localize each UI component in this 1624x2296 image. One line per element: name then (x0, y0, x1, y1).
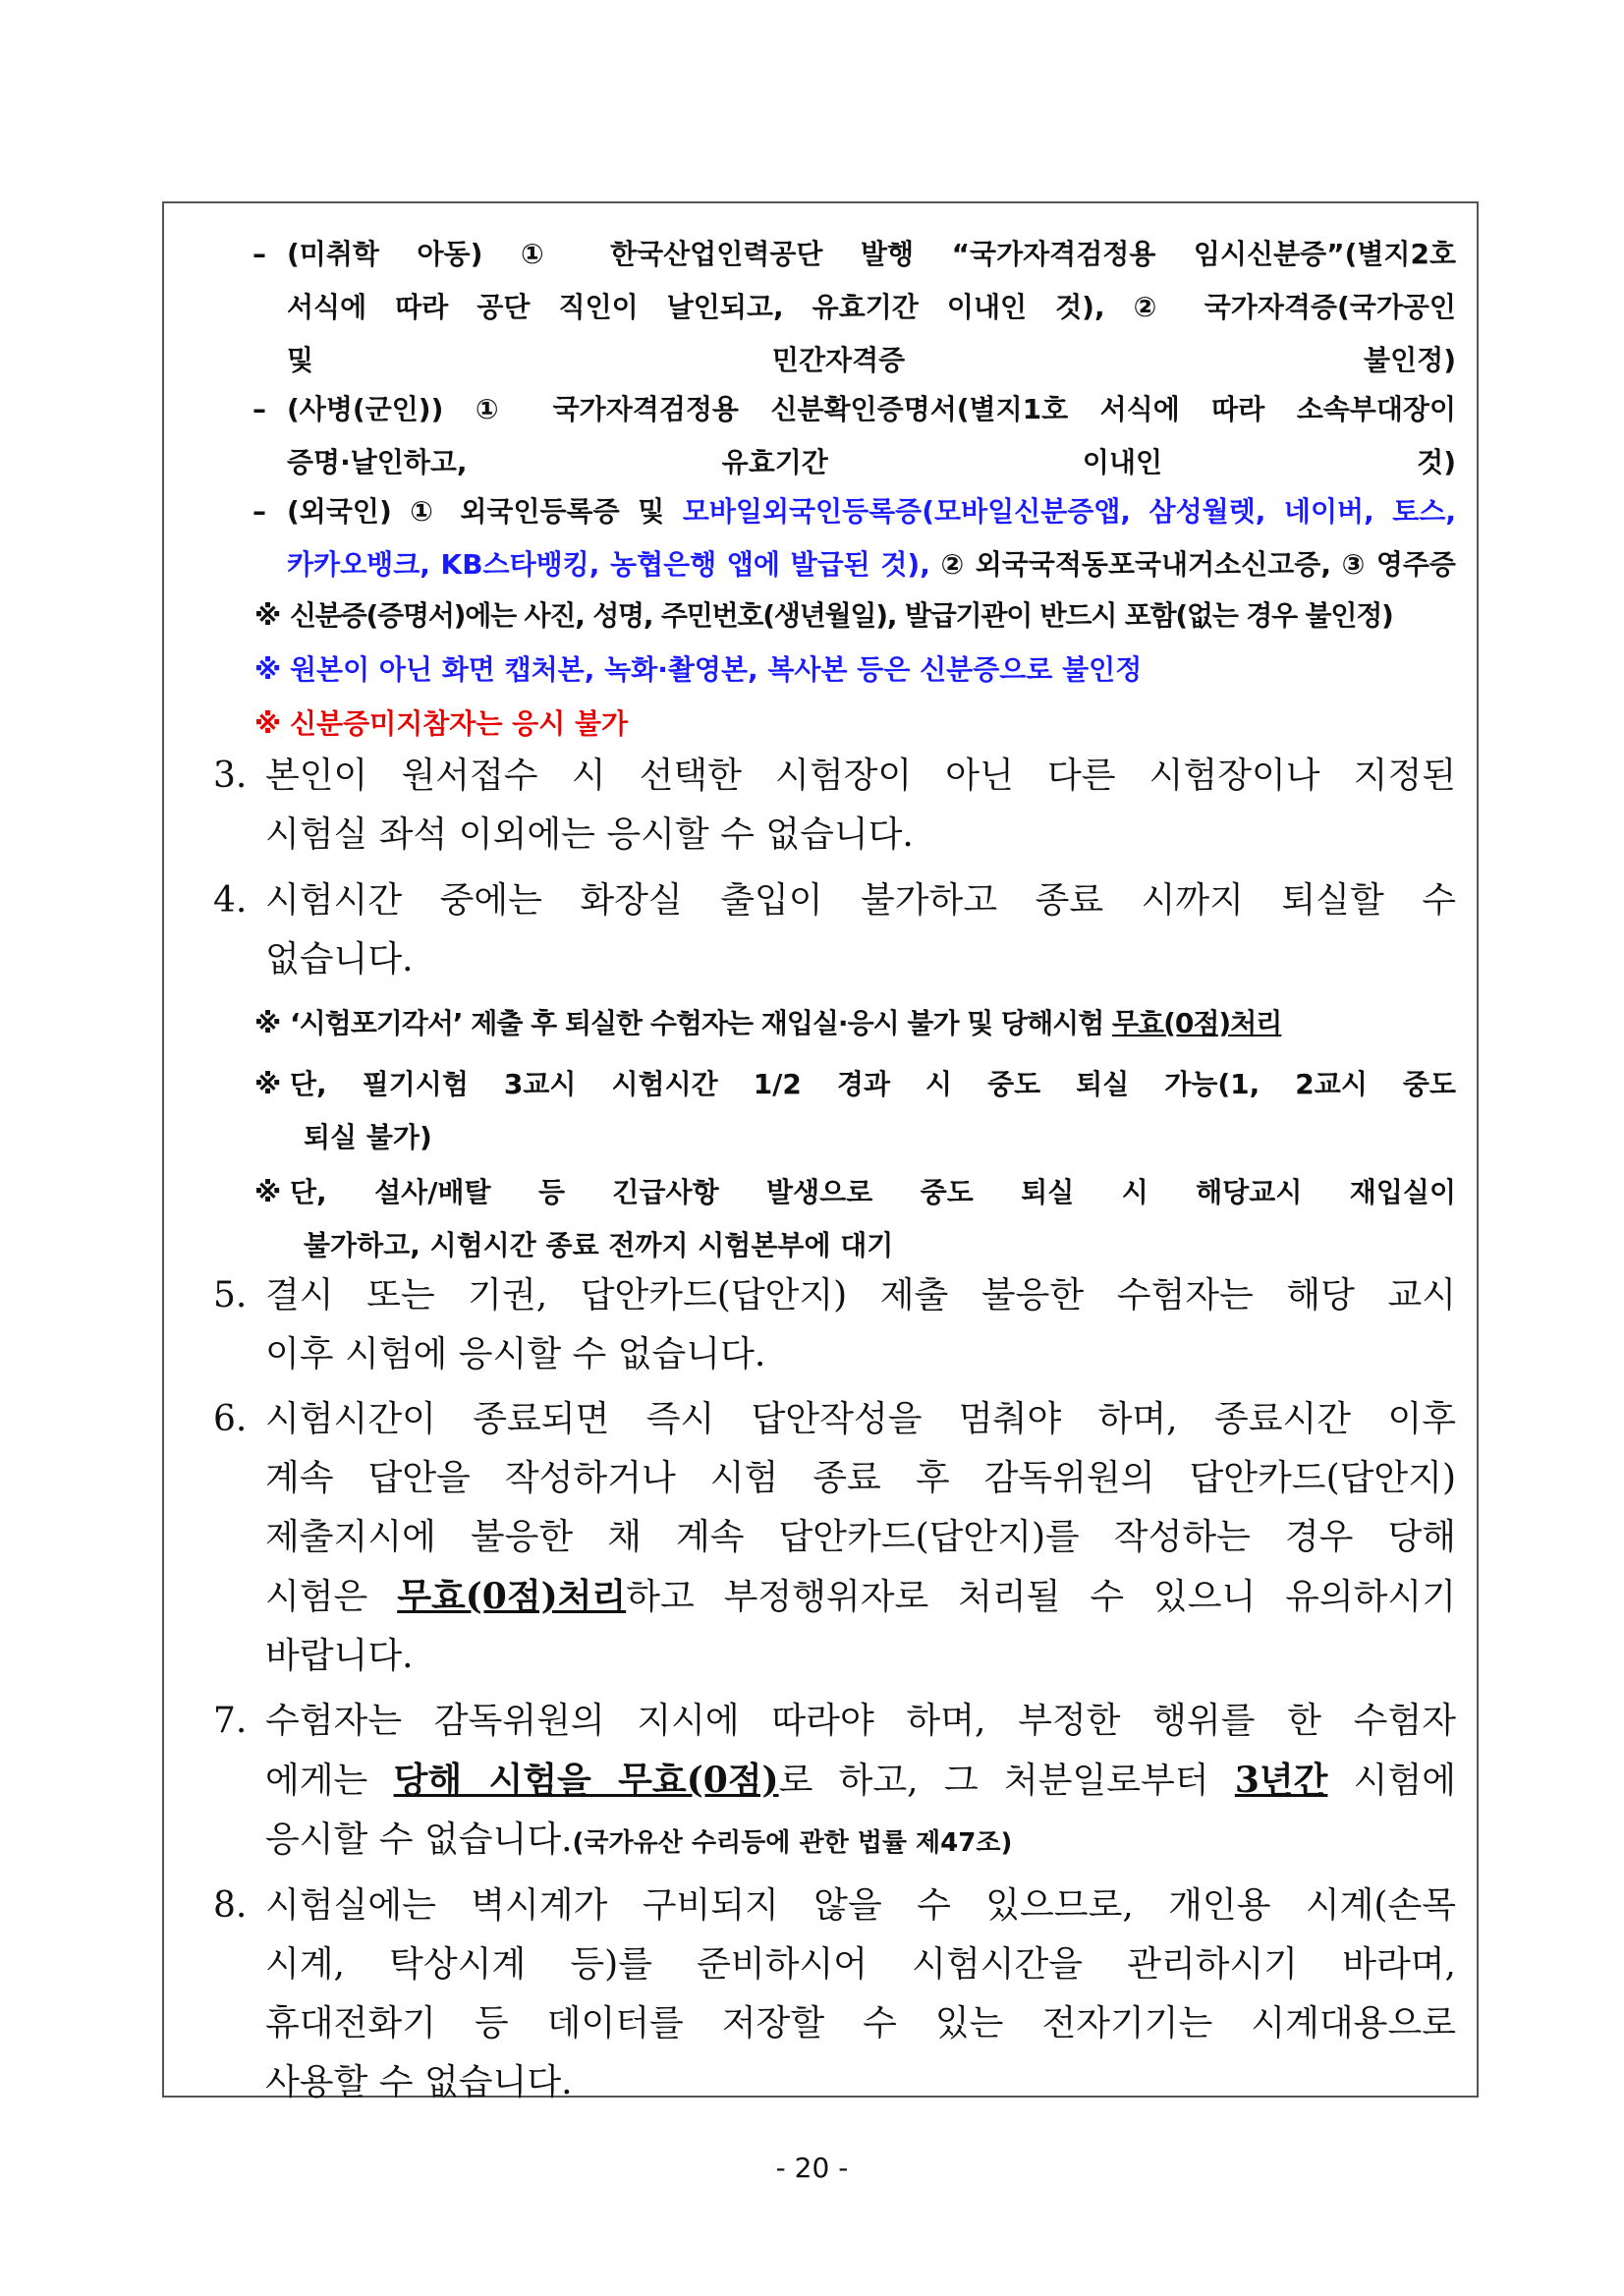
rule-5-line-1: 결시 또는 기권, 답안카드(답안지) 제출 불응한 수험자는 해당 교시 (265, 1275, 1456, 1316)
rule-7-line-1: 수험자는 감독위원의 지시에 따라야 하며, 부정한 행위를 한 수험자 (265, 1701, 1456, 1741)
content-frame (162, 201, 1479, 2102)
note-line-1: 단, 필기시험 3교시 시험시간 1/2 경과 시 중도 퇴실 가능(1, 2교시 중도 (290, 1068, 1456, 1100)
id-note-text: 신분증미지참자는 응시 불가 (290, 707, 629, 740)
dash-marker: – (252, 495, 266, 528)
mobile-id-list: 모바일외국인등록증(모바일신분증앱, 삼성월렛, 네이버, 토스, (682, 495, 1456, 528)
rule-7-line-2e: 시험에 (1327, 1761, 1456, 1801)
minor-line-2: 서식에 따라 공단 직인이 날인되고, 유효기간 이내인 것), ② 국가자격증(국가공인 (287, 291, 1456, 323)
rule-8-line-3: 휴대전화기 등 데이터를 저장할 수 있는 전자기기는 시계대용으로 (265, 2003, 1456, 2044)
reference-mark: ※ (254, 653, 282, 686)
reference-mark: ※ (254, 1068, 282, 1100)
page-number: - 20 - (775, 2152, 849, 2184)
rule-number: 4. (213, 880, 248, 921)
rule-number: 6. (213, 1399, 248, 1439)
rule-5-line-2: 이후 시험에 응시할 수 없습니다. (265, 1334, 766, 1374)
rule-number: 7. (213, 1701, 248, 1741)
foreigner-line-1a: (외국인) ① 외국인등록증 및 (287, 495, 683, 528)
rule-7-line-2c: 로 하고, 그 처분일로부터 (778, 1761, 1235, 1801)
mobile-id-list-cont: 카카오뱅크, KB스타뱅킹, 농협은행 앱에 발급된 것), (287, 548, 930, 581)
three-year-ban: 3년간 (1234, 1760, 1328, 1801)
reference-mark: ※ (254, 599, 282, 632)
minor-line-3: 및 민간자격증 불인정) (287, 344, 1456, 376)
rule-number: 8. (213, 1885, 248, 1926)
rule-number: 5. (213, 1275, 248, 1316)
rule-6-line-2: 계속 답안을 작성하거나 시험 종료 후 감독위원의 답안카드(답안지) (265, 1458, 1456, 1498)
reference-mark: ※ (254, 1176, 282, 1208)
rule-6-line-3: 제출지시에 불응한 채 계속 답안카드(답안지)를 작성하는 경우 당해 (265, 1517, 1456, 1557)
void-processing: 무효(0점)처리 (397, 1576, 627, 1617)
rule-6-line-4c: 하고 부정행위자로 처리될 수 있으니 유의하시기 (626, 1577, 1456, 1617)
minor-line-1: (미취학 아동) ① 한국산업인력공단 발행 “국가자격검정용 임시신분증”(별지2호 (287, 238, 1456, 270)
rule-4-line-2: 없습니다. (265, 939, 414, 980)
soldier-line-2: 증명·날인하고, 유효기간 이내인 것) (287, 446, 1456, 478)
void-processing: 무효(0점)처리 (1112, 1007, 1282, 1039)
reference-mark: ※ (254, 1007, 282, 1039)
rule-number: 3. (213, 756, 248, 796)
rule-3-line-2: 시험실 좌석 이외에는 응시할 수 없습니다. (265, 814, 914, 855)
rule-6-line-4a: 시험은 (265, 1577, 398, 1617)
reference-mark: ※ (254, 707, 282, 740)
rule-8-line-4: 사용할 수 없습니다. (265, 2062, 573, 2102)
rule-6-line-1: 시험시간이 종료되면 즉시 답안작성을 멈춰야 하며, 종료시간 이후 (265, 1399, 1456, 1439)
law-reference: (국가유산 수리등에 관한 법률 제47조) (572, 1828, 1013, 1858)
rule-7-line-3a: 응시할 수 없습니다. (265, 1820, 573, 1860)
id-note-text: 신분증(증명서)에는 사진, 성명, 주민번호(생년월일), 발급기관이 반드시 포함(없는 경우 불인정) (290, 599, 1393, 632)
note-line-1: 단, 설사/배탈 등 긴급사항 발생으로 중도 퇴실 시 해당교시 재입실이 (290, 1176, 1456, 1208)
rule-4-line-1: 시험시간 중에는 화장실 출입이 불가하고 종료 시까지 퇴실할 수 (265, 880, 1456, 921)
rule-8-line-1: 시험실에는 벽시계가 구비되지 않을 수 있으므로, 개인용 시계(손목 (265, 1885, 1456, 1926)
soldier-line-1: (사병(군인)) ① 국가자격검정용 신분확인증명서(별지1호 서식에 따라 소속부대장이 (287, 393, 1456, 425)
rule-8-line-2: 시계, 탁상시계 등)를 준비하시어 시험시간을 관리하시기 바라며, (265, 1944, 1456, 1985)
dash-marker: – (252, 238, 266, 270)
note-text: ‘시험포기각서’ 제출 후 퇴실한 수험자는 재입실·응시 불가 및 당해시험 (290, 1007, 1112, 1039)
foreigner-line-2b: ② 외국국적동포국내거소신고증, ③ 영주증 (929, 548, 1456, 581)
note-line-2: 퇴실 불가) (304, 1121, 432, 1153)
rule-3-line-1: 본인이 원서접수 시 선택한 시험장이 아닌 다른 시험장이나 지정된 (265, 756, 1456, 796)
dash-marker: – (252, 393, 266, 425)
rule-6-line-5: 바랍니다. (265, 1636, 414, 1676)
rule-7-line-2a: 에게는 (265, 1761, 394, 1801)
void-processing: 당해 시험을 무효(0점) (393, 1760, 779, 1801)
note-line-2: 불가하고, 시험시간 종료 전까지 시험본부에 대기 (304, 1229, 894, 1261)
id-note-text: 원본이 아닌 화면 캡처본, 녹화·촬영본, 복사본 등은 신분증으로 불인정 (290, 653, 1143, 686)
